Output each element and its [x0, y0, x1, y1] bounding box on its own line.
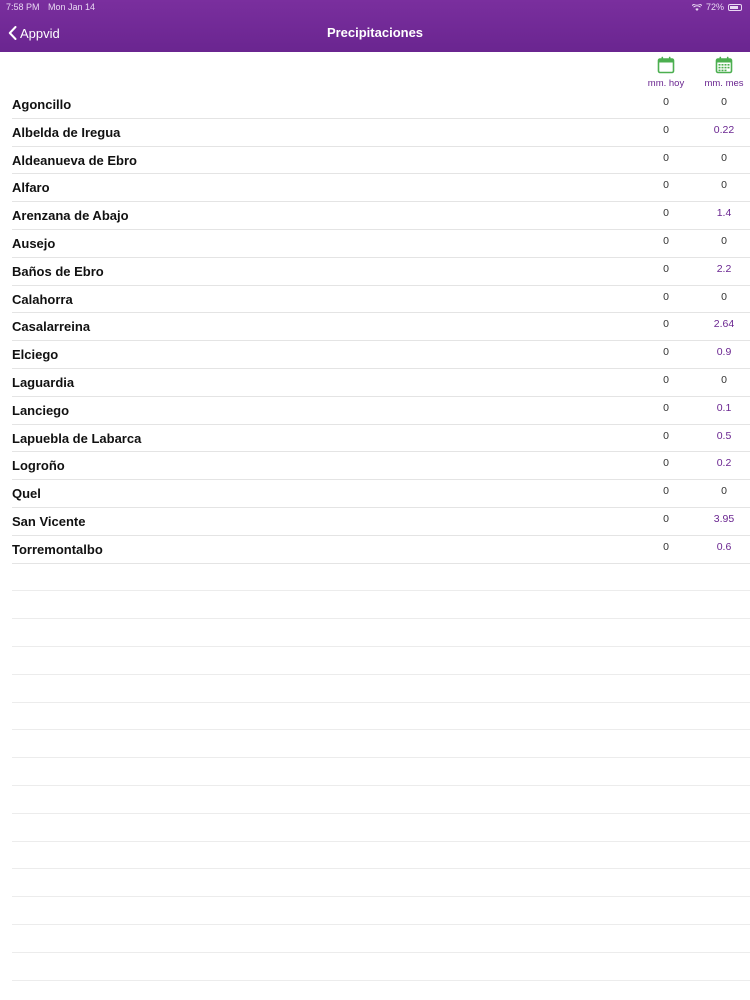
station-name: Agoncillo: [12, 97, 72, 112]
table-row[interactable]: [12, 230, 750, 258]
table-row[interactable]: [12, 369, 750, 397]
wifi-icon: [692, 4, 702, 11]
today-value: 0: [663, 234, 669, 247]
table-row[interactable]: [12, 202, 750, 230]
month-value: 0: [721, 373, 727, 386]
table-row[interactable]: [12, 341, 750, 369]
empty-table-row: [12, 925, 750, 953]
status-bar: [0, 2, 750, 14]
station-name: Calahorra: [12, 291, 73, 307]
month-value: 1.4: [716, 207, 732, 220]
today-value: 0: [663, 290, 669, 303]
page-title: Precipitaciones: [326, 25, 424, 40]
month-value: 0: [721, 151, 727, 164]
status-right: [692, 2, 742, 12]
table-row[interactable]: [12, 452, 750, 480]
table-row[interactable]: [12, 536, 750, 564]
station-name: Alfaro: [12, 180, 50, 196]
empty-table-row: [12, 953, 750, 981]
empty-table-row: [12, 730, 750, 758]
month-value: 0: [721, 96, 727, 108]
station-name: Laguardia: [12, 374, 75, 390]
station-name: Casalarreina: [12, 319, 91, 335]
today-value: 0: [663, 207, 669, 220]
table-row[interactable]: [12, 313, 750, 341]
empty-table-row: [12, 814, 750, 842]
table-row[interactable]: [12, 174, 750, 202]
calendar-day-icon: [657, 56, 675, 74]
empty-table-row: [12, 703, 750, 731]
table-row[interactable]: [12, 119, 750, 147]
station-name: Lanciego: [12, 402, 70, 418]
empty-table-row: [12, 897, 750, 925]
today-value: 0: [663, 429, 669, 442]
today-value: 0: [663, 179, 669, 192]
empty-table-row: [12, 591, 750, 619]
month-value: 0.2: [716, 457, 732, 470]
station-name: Albelda de Iregua: [12, 124, 121, 140]
month-value: 0: [721, 179, 727, 192]
station-name: Torremontalbo: [12, 541, 103, 557]
today-value: 0: [663, 151, 669, 164]
table-row[interactable]: [12, 397, 750, 425]
station-name: Lapuebla de Labarca: [12, 430, 142, 446]
month-value: 0.5: [716, 429, 732, 442]
station-name: Logroño: [12, 458, 65, 474]
month-value: 2.64: [713, 318, 735, 331]
empty-table-row: [12, 564, 750, 592]
today-value: 0: [663, 401, 669, 414]
precipitation-table: [12, 91, 750, 981]
back-button-label: Appvid: [20, 25, 60, 41]
status-date: Mon Jan 14: [48, 2, 96, 12]
today-value: 0: [663, 485, 669, 498]
table-row[interactable]: [12, 286, 750, 314]
month-value: 2.2: [716, 262, 732, 275]
station-name: Arenzana de Abajo: [12, 208, 129, 224]
table-row[interactable]: [12, 147, 750, 175]
column-header-today-label: mm. hoy: [647, 78, 685, 89]
table-row[interactable]: [12, 91, 750, 119]
empty-table-row: [12, 647, 750, 675]
column-header-today: [636, 56, 696, 89]
navigation-bar: [0, 0, 750, 52]
table-row[interactable]: [12, 425, 750, 453]
station-name: Quel: [12, 486, 41, 502]
table-row[interactable]: [12, 258, 750, 286]
month-value: 0: [721, 485, 727, 498]
today-value: 0: [663, 123, 669, 136]
today-value: 0: [663, 318, 669, 331]
empty-table-row: [12, 842, 750, 870]
today-value: 0: [663, 262, 669, 275]
month-value: 0.9: [716, 346, 732, 359]
today-value: 0: [663, 373, 669, 386]
today-value: 0: [663, 346, 669, 359]
calendar-month-icon: [715, 56, 733, 74]
station-name: Baños de Ebro: [12, 263, 104, 279]
station-name: Ausejo: [12, 235, 56, 251]
empty-table-row: [12, 869, 750, 897]
empty-table-row: [12, 675, 750, 703]
month-value: 3.95: [713, 512, 735, 525]
empty-table-row: [12, 619, 750, 647]
month-value: 0: [721, 234, 727, 247]
battery-icon: [728, 4, 742, 11]
month-value: 0.1: [716, 401, 732, 414]
table-row[interactable]: [12, 508, 750, 536]
column-header-month-label: mm. mes: [704, 78, 744, 89]
empty-table-row: [12, 786, 750, 814]
month-value: 0: [721, 290, 727, 303]
month-value: 0.22: [713, 123, 735, 136]
empty-table-row: [12, 758, 750, 786]
station-name: San Vicente: [12, 513, 86, 529]
status-time: 7:58 PM: [6, 2, 40, 12]
column-header-month: [694, 56, 750, 89]
station-name: Elciego: [12, 347, 59, 363]
station-name: Aldeanueva de Ebro: [12, 152, 137, 168]
table-row[interactable]: [12, 480, 750, 508]
today-value: 0: [663, 512, 669, 525]
month-value: 0.6: [716, 540, 732, 553]
today-value: 0: [663, 457, 669, 470]
today-value: 0: [663, 96, 669, 108]
today-value: 0: [663, 540, 669, 553]
battery-percent: 72%: [705, 2, 724, 12]
